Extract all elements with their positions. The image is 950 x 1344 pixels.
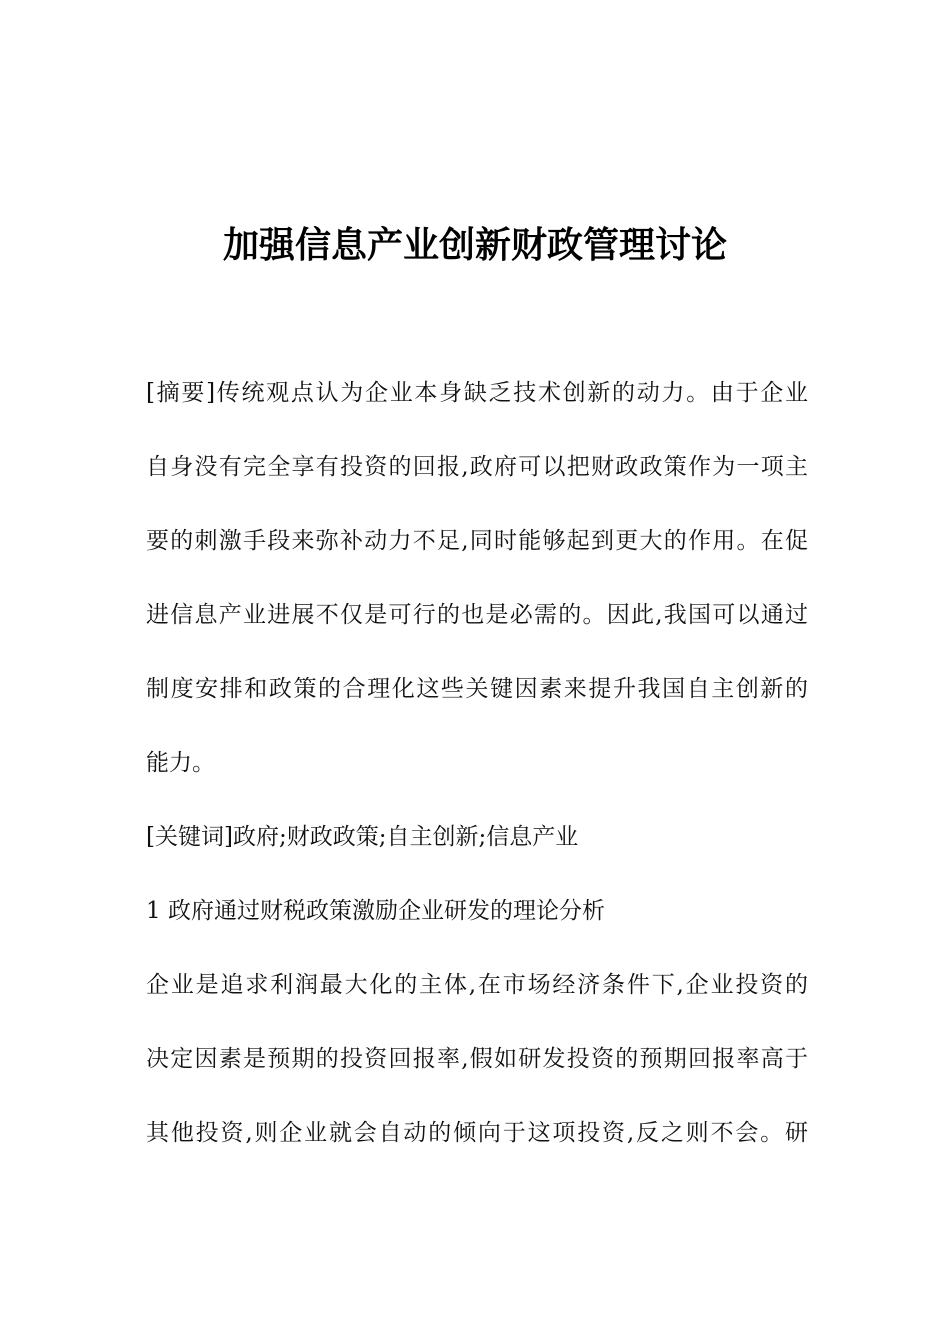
- paragraph-line-2: 决定因素是预期的投资回报率,假如研发投资的预期回报率高于: [146, 1046, 808, 1072]
- paragraph-line-3: 其他投资,则企业就会自动的倾向于这项投资,反之则不会。研: [146, 1120, 808, 1146]
- document-title: 加强信息产业创新财政管理讨论: [222, 225, 727, 266]
- abstract-line-6: 能力。: [146, 750, 215, 776]
- abstract-line-1: [摘要]传统观点认为企业本身缺乏技术创新的动力。由于企业: [146, 380, 808, 406]
- section-heading: 1 政府通过财税政策激励企业研发的理论分析: [146, 898, 605, 924]
- document-body: [146, 380, 808, 1146]
- abstract-line-3: 要的刺激手段来弥补动力不足,同时能够起到更大的作用。在促: [146, 528, 808, 554]
- abstract-line-2: 自身没有完全享有投资的回报,政府可以把财政政策作为一项主: [146, 454, 808, 480]
- keywords-line: [关键词]政府;财政政策;自主创新;信息产业: [146, 824, 579, 850]
- abstract-line-5: 制度安排和政策的合理化这些关键因素来提升我国自主创新的: [146, 676, 808, 702]
- abstract-line-4: 进信息产业进展不仅是可行的也是必需的。因此,我国可以通过: [146, 602, 808, 628]
- paragraph-line-1: 企业是追求利润最大化的主体,在市场经济条件下,企业投资的: [146, 972, 808, 998]
